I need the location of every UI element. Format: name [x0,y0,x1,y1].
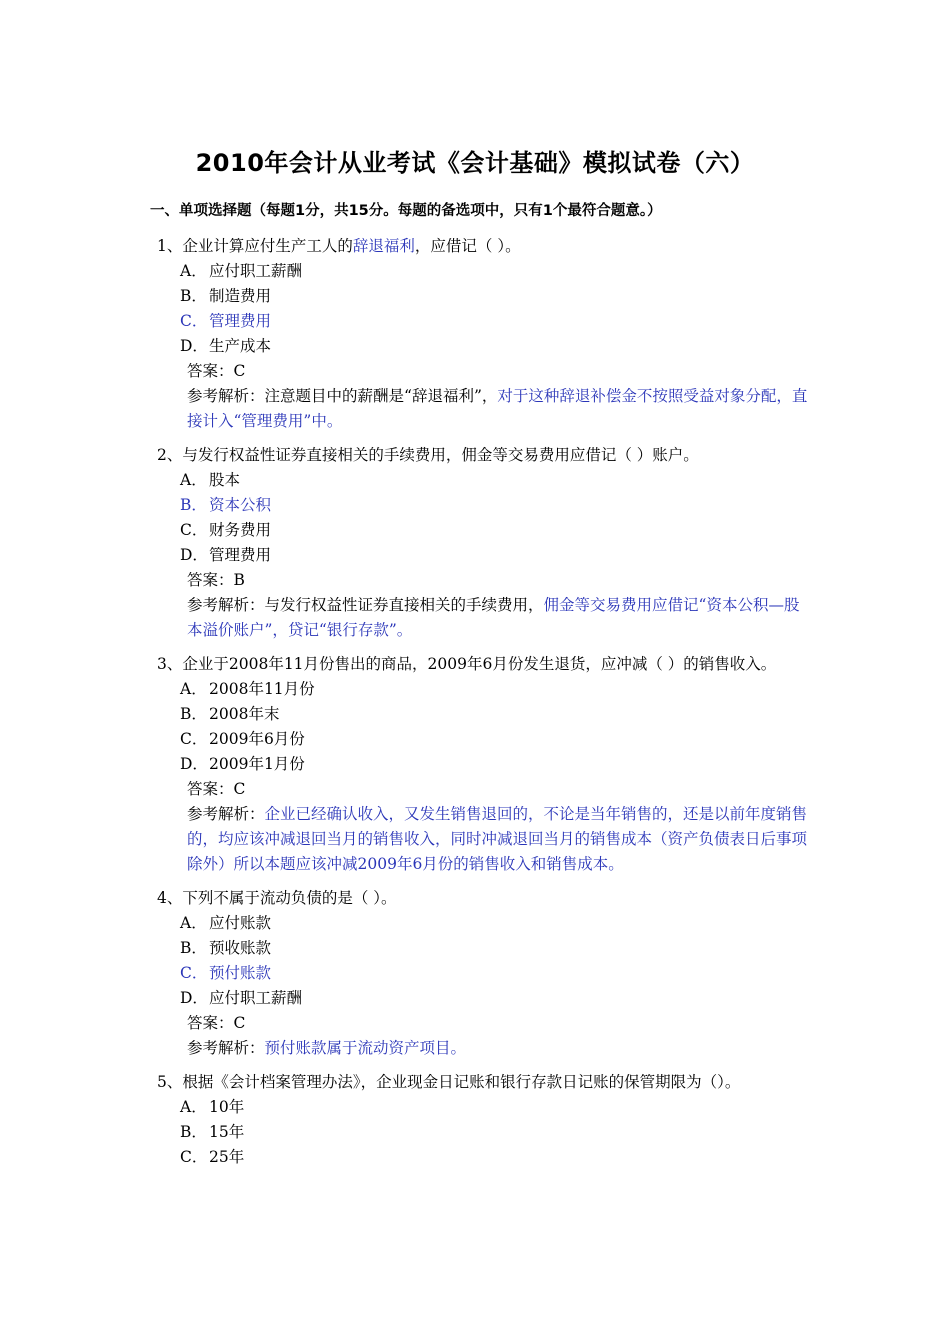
answer: 答案：C [187,1014,246,1032]
question-stem: 4、下列不属于流动负债的是（ ）。 [157,889,397,907]
analysis: 参考解析：企业已经确认收入，又发生销售退回的，不论是当年销售的，还是以前年度销售的，均应该冲减退回当月的销售收入，同时冲减退回当月的销售成本（资产负债表日后事项除外）所以本题应该冲减2009年6月份的销售收入和销售成本。 [187,805,808,873]
option-c: C． 2009年6月份 [180,730,305,748]
option-c: C． 预付账款 [180,964,272,982]
analysis: 参考解析：注意题目中的薪酬是“辞退福利”，对于这种辞退补偿金不按照受益对象分配，直接计入“管理费用”中。 [187,387,808,430]
question-stem: 1、企业计算应付生产工人的辞退福利，应借记（ ）。 [157,237,521,255]
option-a: A． 应付职工薪酬 [180,262,303,280]
answer: 答案：C [187,780,246,798]
option-c: C． 财务费用 [180,521,272,539]
option-d: D．生产成本 [180,337,272,355]
question-stem: 5、根据《会计档案管理办法》，企业现金日记账和银行存款日记账的保管期限为（）。 [157,1073,741,1091]
highlighted-term: 辞退福利 [352,237,415,255]
option-b: B． 15年 [180,1123,245,1141]
option-b: B． 预收账款 [180,939,272,957]
option-b: B． 资本公积 [180,496,272,514]
option-d: D．2009年1月份 [180,755,305,773]
option-d: D．应付职工薪酬 [180,989,303,1007]
question-1 [157,234,811,434]
question-3 [157,652,811,877]
question-5 [157,1070,811,1170]
question-4 [157,886,811,1061]
analysis: 参考解析：预付账款属于流动资产项目。 [187,1039,467,1057]
option-a: A． 10年 [180,1098,245,1116]
option-b: B． 2008年末 [180,705,280,723]
analysis: 参考解析：与发行权益性证券直接相关的手续费用，佣金等交易费用应借记“资本公积—股本溢价账户”，贷记“银行存款”。 [187,596,800,639]
question-stem: 3、企业于2008年11月份售出的商品，2009年6月份发生退货，应冲减（ ）的销售收入。 [157,655,777,673]
answer: 答案：B [187,571,245,589]
option-a: A． 应付账款 [180,914,272,932]
question-list [157,234,811,1179]
option-a: A． 股本 [180,471,241,489]
option-c: C． 25年 [180,1148,245,1166]
option-c: C． 管理费用 [180,312,272,330]
question-stem: 2、与发行权益性证券直接相关的手续费用，佣金等交易费用应借记（ ）账户。 [157,446,699,464]
option-a: A． 2008年11月份 [180,680,315,698]
question-2 [157,443,811,643]
option-d: D．管理费用 [180,546,272,564]
option-b: B． 制造费用 [180,287,272,305]
page-title: 2010年会计从业考试《会计基础》模拟试卷（六） [195,149,755,177]
answer: 答案：C [187,362,246,380]
section-heading: 一、单项选择题（每题1分，共15分。每题的备选项中，只有1个最符合题意。） [150,203,662,219]
